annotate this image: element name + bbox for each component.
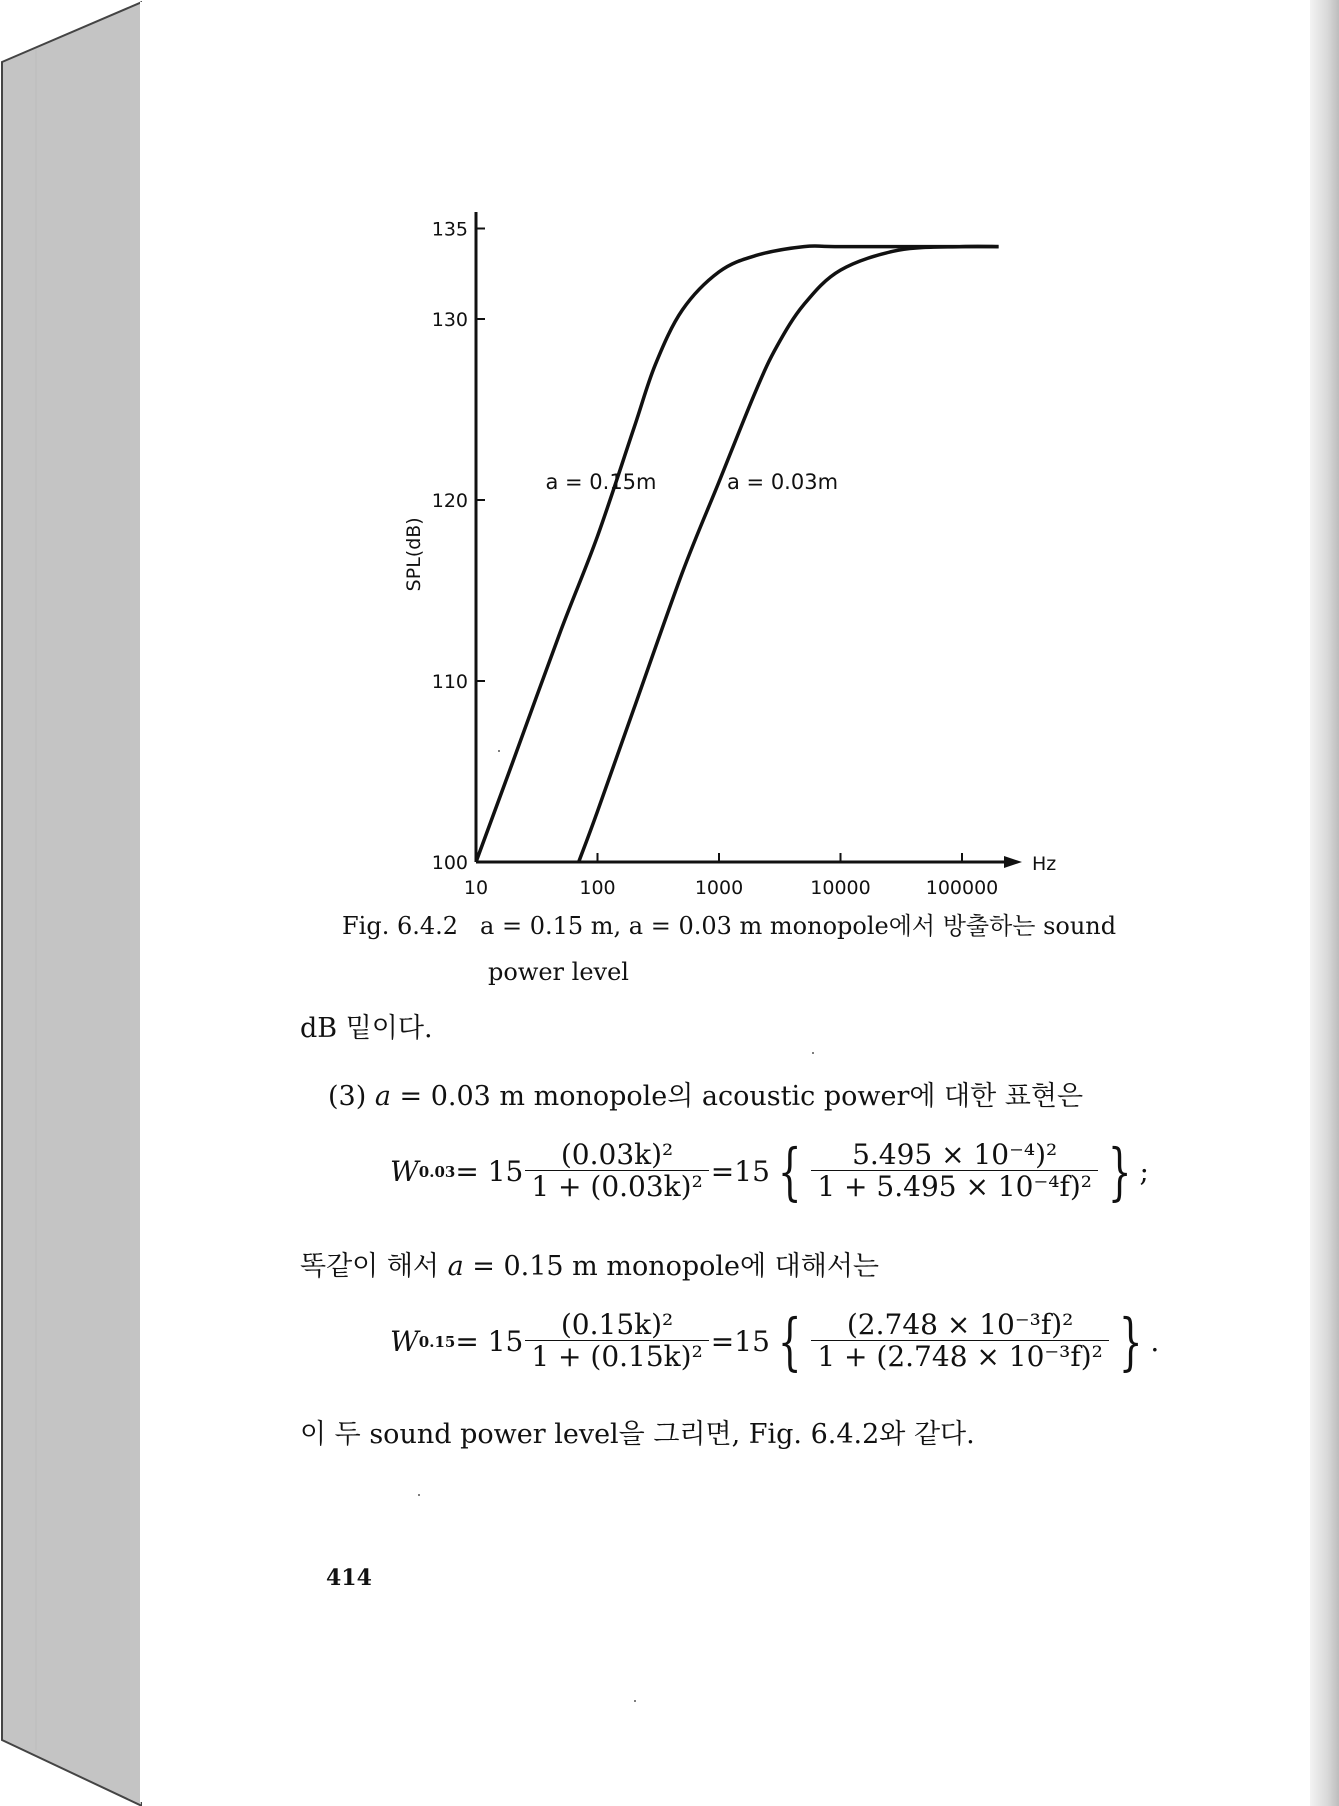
paragraph-2 xyxy=(328,1080,1083,1114)
paragraph-4: 이 두 sound power level을 그리면, Fig. 6.4.2와 같다. xyxy=(300,1419,975,1450)
series-label-a003: a = 0.03m xyxy=(727,469,839,494)
paragraph-1: dB 밑이다. xyxy=(300,1013,433,1044)
page-number: 414 xyxy=(326,1565,372,1591)
eq1-lhs: W xyxy=(390,1155,419,1188)
chart-axes xyxy=(476,212,1022,868)
y-axis-label: SPL(dB) xyxy=(403,517,425,592)
eq1-tail: ; xyxy=(1139,1155,1149,1188)
speck xyxy=(634,1700,636,1702)
eq1-frac1-den: 1 + (0.03k)² xyxy=(525,1170,708,1203)
p3-rest: = 0.15 m monopole에 대해서는 xyxy=(463,1251,880,1282)
eq1-frac2 xyxy=(811,1140,1098,1203)
eq1-frac2-num: 5.495 × 10⁻⁴)² xyxy=(852,1138,1058,1171)
eq1-right-brace: } xyxy=(1107,1134,1132,1208)
eq1-left-brace: { xyxy=(777,1134,802,1208)
eq2-frac2 xyxy=(811,1310,1109,1373)
series-line-a015 xyxy=(476,246,999,862)
eq2-eq2: =15 xyxy=(710,1325,770,1358)
eq1-coef: = 15 xyxy=(455,1155,524,1188)
x-tick-label: 100000 xyxy=(925,877,999,899)
p2-prefix: (3) xyxy=(328,1081,375,1112)
caption-line1: a = 0.15 m, a = 0.03 m monopole에서 방출하는 sound xyxy=(480,912,1117,940)
chart-ticks xyxy=(432,219,999,900)
x-tick-label: 10 xyxy=(463,877,489,899)
eq2-frac2-den: 1 + (2.748 × 10⁻³f)² xyxy=(811,1340,1109,1373)
x-tick-label: 10000 xyxy=(810,877,871,899)
eq2-coef: = 15 xyxy=(455,1325,524,1358)
x-tick-label: 100 xyxy=(579,877,616,899)
eq2-frac1-den: 1 + (0.15k)² xyxy=(525,1340,708,1373)
x-tick-label: 1000 xyxy=(694,877,744,899)
eq2-lhs-sub: 0.15 xyxy=(418,1332,456,1351)
eq2-tail: . xyxy=(1150,1325,1160,1358)
p3-variable: a xyxy=(447,1251,464,1282)
figure-caption xyxy=(342,903,1222,995)
eq1-frac1 xyxy=(525,1140,708,1203)
x-axis-label: Hz xyxy=(1032,853,1057,875)
eq2-frac1 xyxy=(525,1310,708,1373)
y-tick-label: 100 xyxy=(431,852,468,874)
chart-labels xyxy=(403,470,1056,875)
equation-w015 xyxy=(390,1304,1160,1378)
eq2-left-brace: { xyxy=(777,1304,802,1378)
eq1-frac2-den: 1 + 5.495 × 10⁻⁴f)² xyxy=(811,1170,1098,1203)
y-tick-label: 135 xyxy=(431,218,468,241)
speck xyxy=(418,1494,420,1496)
caption-number: Fig. 6.4.2 xyxy=(342,912,459,940)
p2-variable: a xyxy=(374,1081,391,1112)
y-tick-label: 120 xyxy=(431,490,468,512)
eq2-lhs: W xyxy=(390,1325,419,1358)
y-tick-label: 110 xyxy=(431,671,468,693)
equation-w003 xyxy=(390,1134,1149,1208)
chart-series xyxy=(476,246,999,862)
p3-prefix: 똑같이 해서 xyxy=(300,1251,448,1282)
caption-line2: power level xyxy=(488,958,629,986)
series-line-a003 xyxy=(579,246,999,862)
paragraph-3 xyxy=(300,1250,879,1284)
p2-rest: = 0.03 m monopole의 acoustic power에 대한 표현은 xyxy=(390,1081,1084,1112)
eq2-frac1-num: (0.15k)² xyxy=(560,1308,674,1341)
eq2-right-brace: } xyxy=(1118,1304,1143,1378)
speck xyxy=(498,750,500,752)
eq2-frac2-num: (2.748 × 10⁻³f)² xyxy=(846,1308,1074,1341)
x-axis-arrow xyxy=(1004,856,1022,868)
eq1-lhs-sub: 0.03 xyxy=(418,1162,456,1181)
speck xyxy=(812,1052,814,1054)
series-label-a015: a = 0.15m xyxy=(545,469,657,494)
y-tick-label: 130 xyxy=(431,309,468,331)
spl-chart xyxy=(0,0,1339,900)
eq1-frac1-num: (0.03k)² xyxy=(560,1138,674,1171)
eq1-eq2: =15 xyxy=(710,1155,770,1188)
